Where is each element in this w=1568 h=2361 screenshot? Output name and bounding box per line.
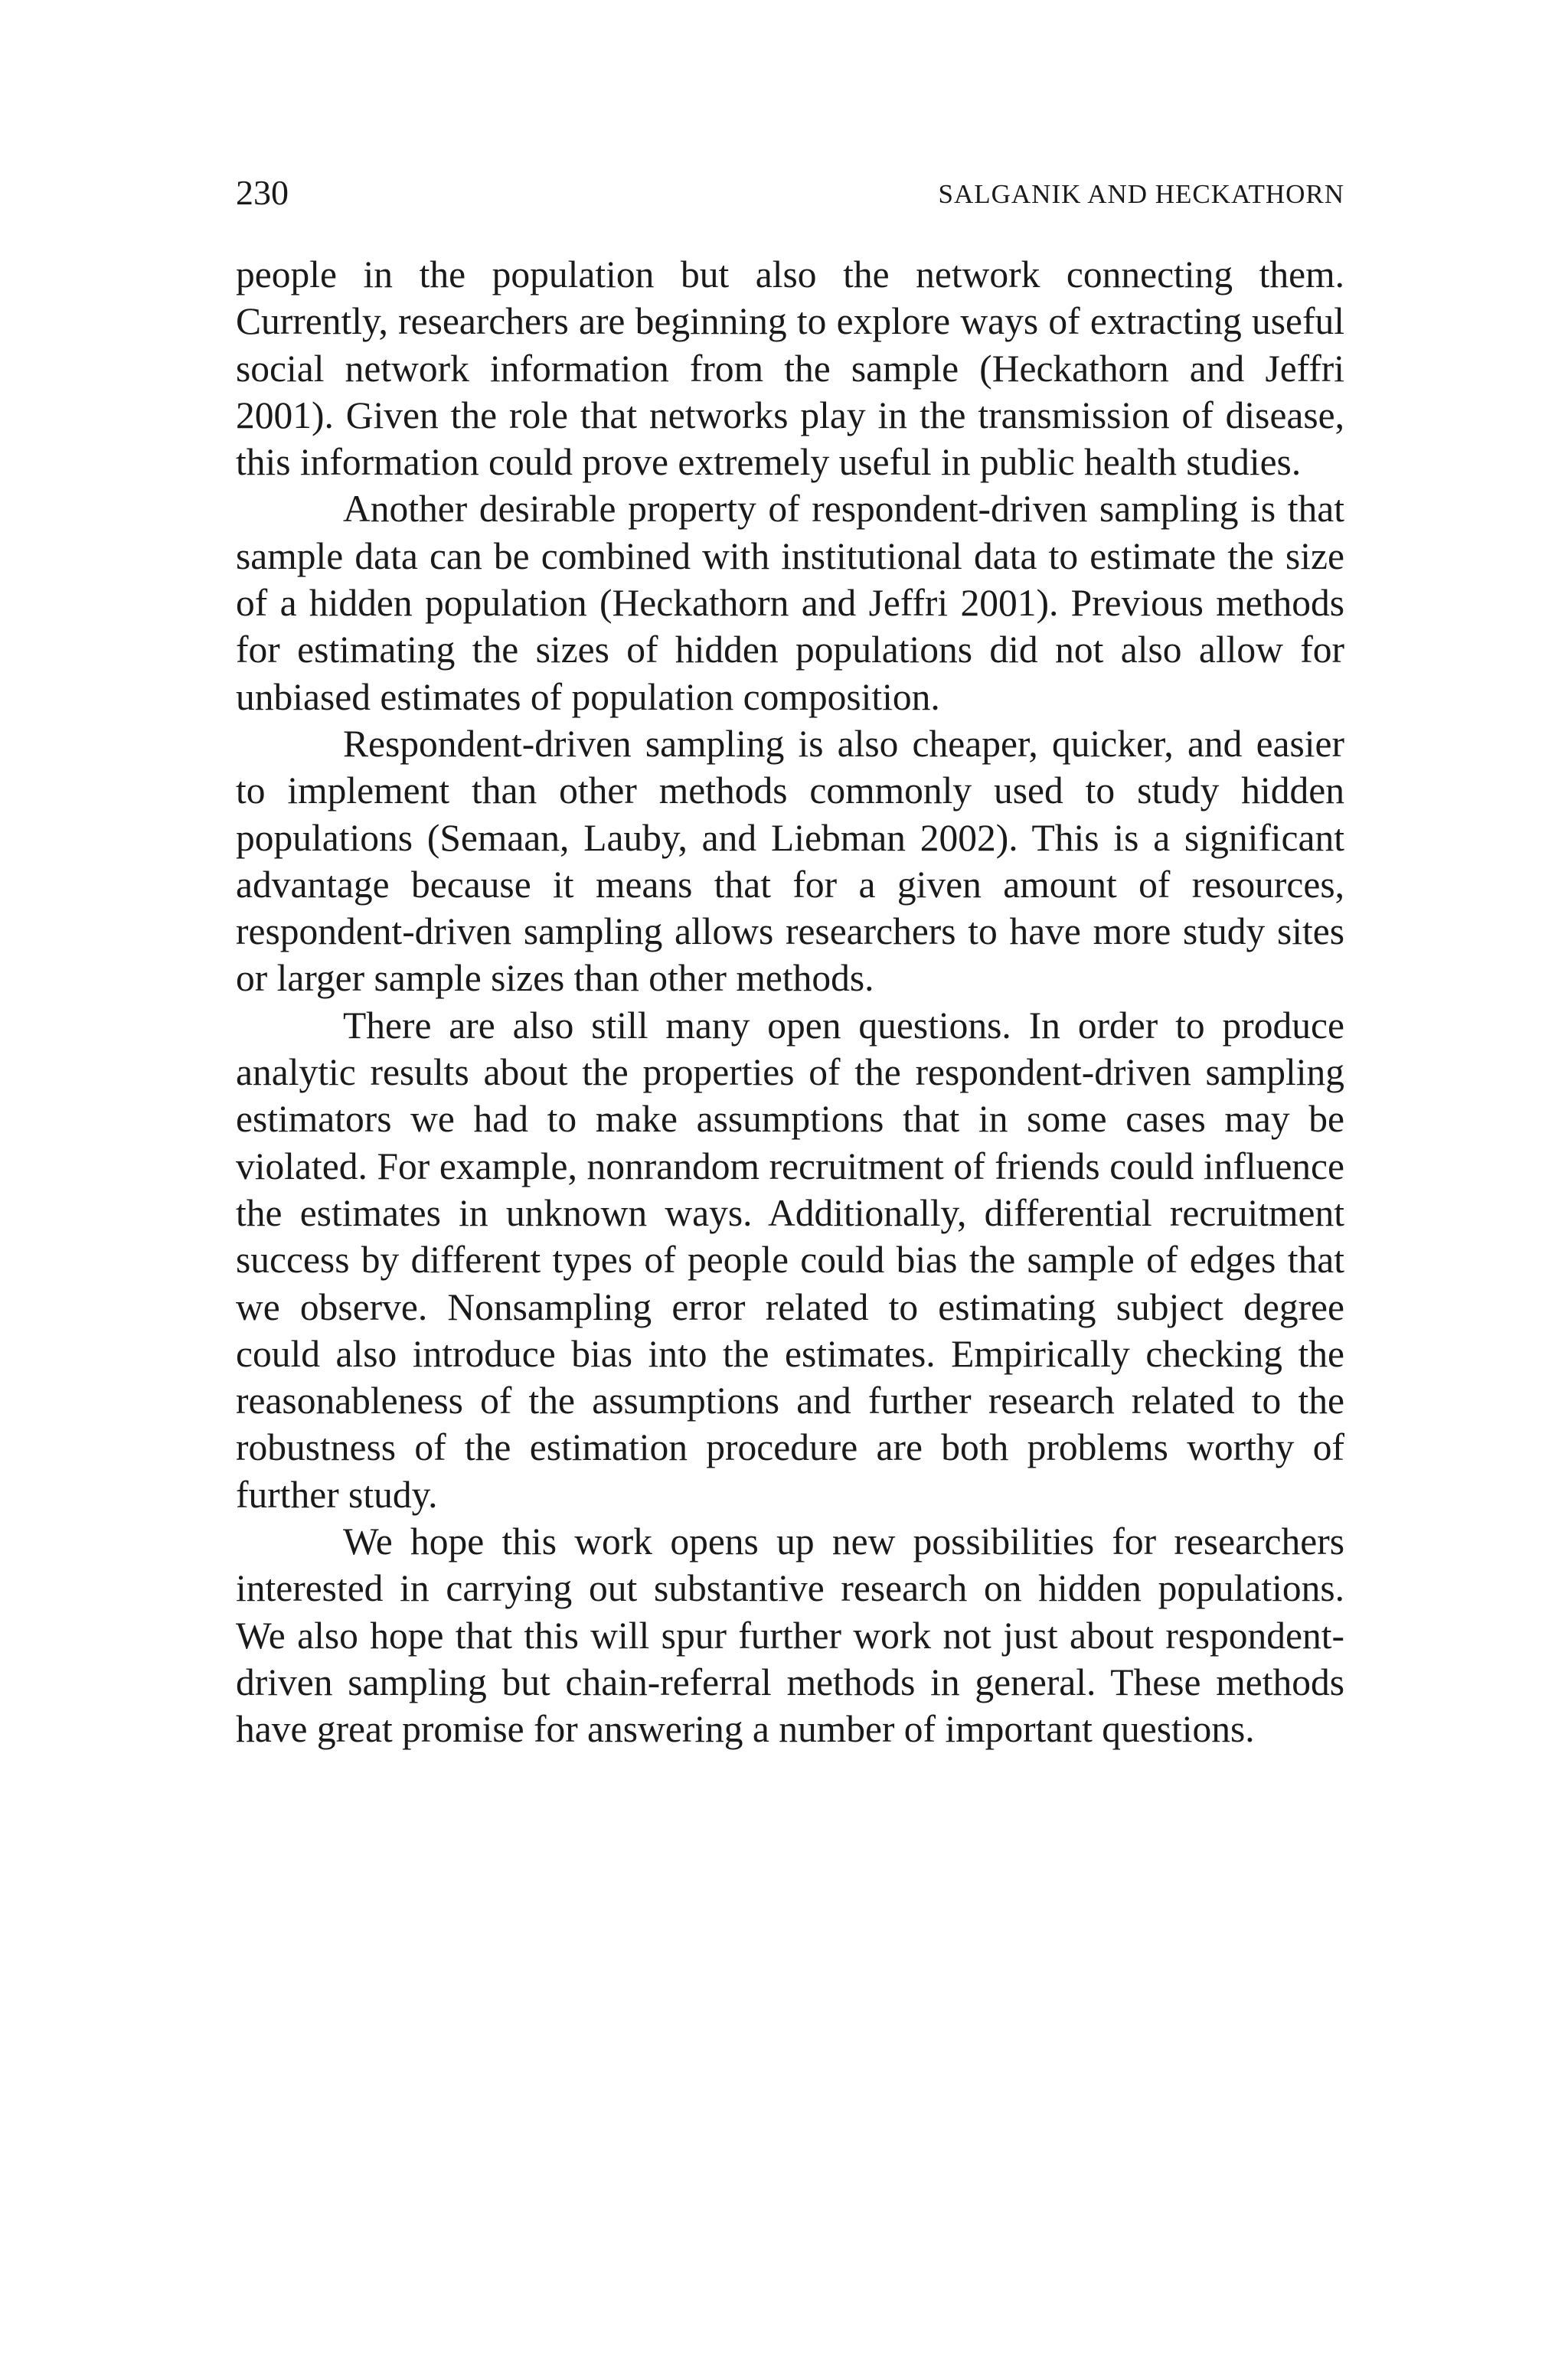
paragraph: Another desirable property of respondent-driven sampling is that sample data can be combined with institutional data to estimate the size of a hidden population (Heckathorn and Jeffri 2001). Previous methods for estimating the sizes of hidden populations did not also allow for unbiased estimates of population composition.: [236, 488, 1344, 718]
paragraph: people in the population but also the network connecting them. Currently, researchers are beginning to explore ways of extracting useful social network information from the sample (Heckathorn and Jeffri 2001). Given the role that networks play in the transmission of disease, this information could prove extremely useful in public health studies.: [236, 253, 1344, 484]
body-text: [236, 251, 1344, 1753]
running-head: [236, 170, 1344, 216]
paragraph: There are also still many open questions. In order to produce analytic results about the properties of the respondent-driven sampling estimators we had to make assumptions that in some cases may be violated. For example, nonrandom recruitment of friends could influence the estimates in unknown ways. Additionally, differential recruitment success by different types of people could bias the sample of edges that we observe. Nonsampling error related to estimating subject degree could also introduce bias into the estimates. Empirically checking the reasonableness of the assumptions and further research related to the robustness of the estimation procedure are both problems worthy of further study.: [236, 1004, 1344, 1516]
running-title: SALGANIK AND HECKATHORN: [938, 179, 1344, 209]
page-number: 230: [236, 173, 289, 212]
paragraph: Respondent-driven sampling is also cheaper, quicker, and easier to implement than other methods commonly used to study hidden populations (Semaan, Lauby, and Liebman 2002). This is a significant advantage because it means that for a given amount of resources, respondent-driven sampling allows researchers to have more study sites or larger sample sizes than other methods.: [236, 722, 1344, 1000]
paragraph: We hope this work opens up new possibilities for researchers interested in carrying out substantive research on hidden populations. We also hope that this will spur further work not just about respondent-driven sampling but chain-referral methods in general. These methods have great promise for answering a number of important questions.: [236, 1520, 1344, 1751]
